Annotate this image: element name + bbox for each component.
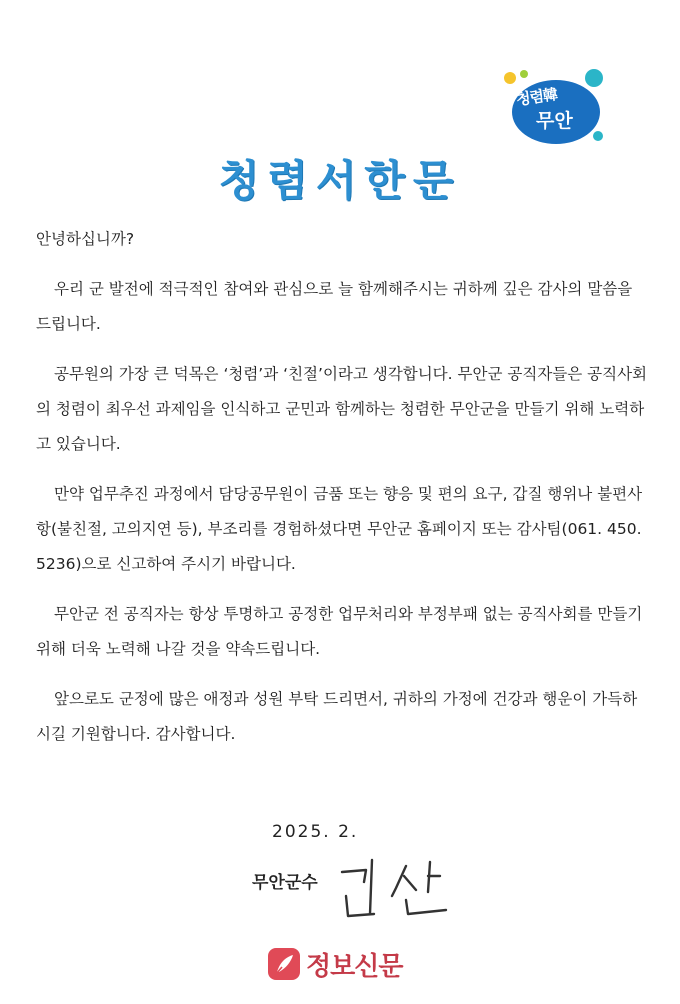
pen-feather-icon (268, 948, 300, 980)
letter-date: 2025. 2. (272, 822, 359, 842)
watermark-text: 정보신문 (306, 952, 403, 982)
paragraph: 우리 군 발전에 적극적인 참여와 관심으로 늘 함께해주시는 귀하께 깊은 감사의 말씀을 드립니다. (36, 280, 633, 333)
letter-body (36, 222, 652, 767)
handwritten-signature (336, 852, 456, 922)
paragraph: 앞으로도 군정에 많은 애정과 성원 부탁 드리면서, 귀하의 가정에 건강과 행운이 가득하시길 기원합니다. 감사합니다. (36, 690, 638, 743)
municipal-logo (500, 66, 612, 148)
logo-line2: 무안 (536, 110, 573, 132)
greeting: 안녕하십니까? (36, 230, 135, 248)
paragraph: 무안군 전 공직자는 항상 투명하고 공정한 업무처리와 부정부패 없는 공직사회를 만들기 위해 더욱 노력해 나갈 것을 약속드립니다. (36, 605, 643, 658)
signer-title: 무안군수 (252, 873, 318, 893)
paragraph: 만약 업무추진 과정에서 담당공무원이 금품 또는 향응 및 편의 요구, 갑질 행위나 불편사항(불친절, 고의지연 등), 부조리를 경험하셨다면 무안군 홈페이지 또는 감사팀(061. 450. 5236)으로 신고하여 주시기 바랍니다. (36, 485, 643, 573)
paragraph: 공무원의 가장 큰 덕목은 ‘청렴’과 ‘친절’이라고 생각합니다. 무안군 공직자들은 공직사회의 청렴이 최우선 과제임을 인식하고 군민과 함께하는 청렴한 무안군을 만들기 위해 노력하고 있습니다. (36, 365, 648, 453)
page-title: 청렴서한문 (218, 156, 462, 205)
logo-line1: 청렴韓 (515, 85, 559, 109)
